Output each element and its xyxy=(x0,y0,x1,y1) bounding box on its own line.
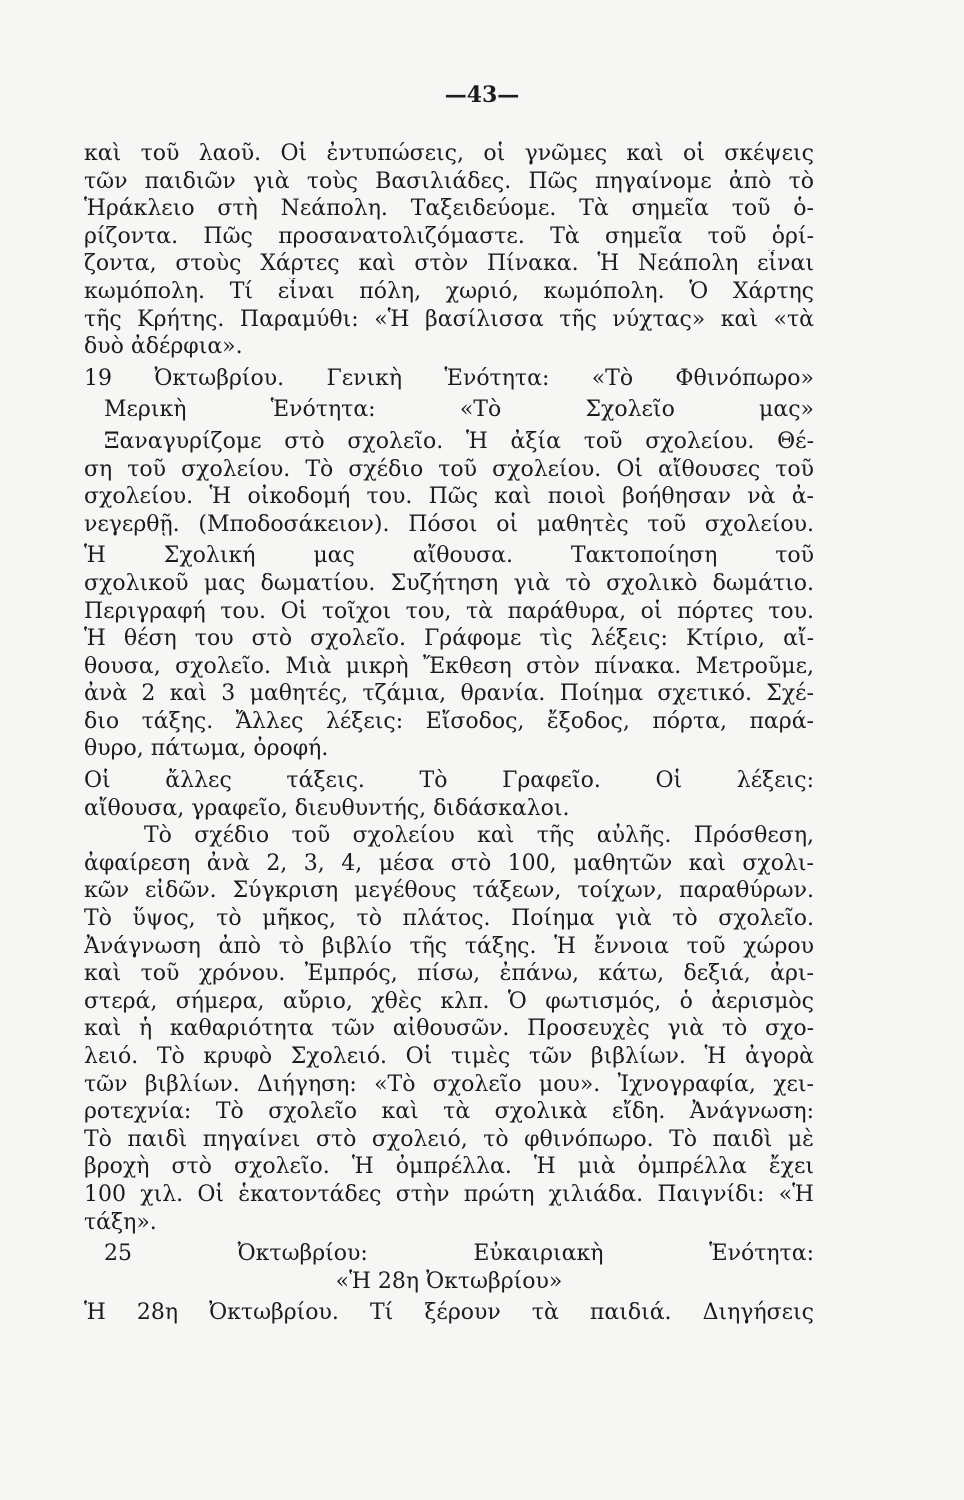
text-line: στερά, σήμερα, αὔριο, χθὲς κλπ. Ὁ φωτισμός, ὁ ἀερισμὸς xyxy=(84,988,814,1014)
text-line: Τὸ ὕψος, τὸ μῆκος, τὸ πλάτος. Ποίημα γιὰ τὸ σχολεῖο. xyxy=(84,906,814,932)
text-line: καὶ τοῦ λαοῦ. Οἱ ἐντυπώσεις, οἱ γνῶμες καὶ οἱ σκέψεις xyxy=(84,141,814,166)
text-line: ζοντα, στοὺς Χάρτες καὶ στὸν Πίνακα. Ἡ Νεάπολη εἶναι xyxy=(84,251,814,277)
text-line: Τὸ παιδὶ πηγαίνει στὸ σχολειό, τὸ φθινόπωρο. Τὸ παιδὶ μὲ xyxy=(84,1126,814,1152)
text-line: 100 χιλ. Οἱ ἑκατοντάδες στὴν πρώτη χιλιάδα. Παιγνίδι: «Ἡ xyxy=(84,1181,814,1207)
text-line: ροτεχνία: Τὸ σχολεῖο καὶ τὰ σχολικὰ εἴδη. Ἀνάγνωση: xyxy=(84,1099,814,1125)
text-line: σχολείου. Ἡ οἰκοδομή του. Πῶς καὶ ποιοὶ βοήθησαν νὰ ἀ- xyxy=(84,484,814,510)
text-line: ἀφαίρεση ἀνὰ 2, 3, 4, μέσα στὸ 100, μαθητῶν καὶ σχολι- xyxy=(84,850,814,876)
text-line: ἀνὰ 2 καὶ 3 μαθητές, τζάμια, θρανία. Ποίημα σχετικό. Σχέ- xyxy=(84,681,814,707)
paragraph-heading: Ἡ Σχολική μας αἴθουσα. Τακτοποίηση τοῦ xyxy=(84,543,814,569)
text-line: καὶ ἡ καθαριότητα τῶν αἰθουσῶν. Προσευχὲς γιὰ τὸ σχο- xyxy=(84,1016,814,1042)
text-line: τῆς Κρήτης. Παραμύθι: «Ἡ βασίλισσα τῆς νύχτας» καὶ «τὰ xyxy=(84,306,814,332)
text-line: τῶν παιδιῶν γιὰ τοὺς Βασιλιάδες. Πῶς πηγαίνομε ἀπὸ τὸ xyxy=(84,168,814,194)
text-line: ρίζοντα. Πῶς προσανατολιζόμαστε. Τὰ σημεῖα τοῦ ὁρί- xyxy=(84,223,814,249)
text-line: διο τάξης. Ἄλλες λέξεις: Εἴσοδος, ἔξοδος, πόρτα, παρά- xyxy=(84,708,814,734)
text-line: Περιγραφή του. Οἱ τοῖχοι του, τὰ παράθυρα, οἱ πόρτες του. xyxy=(84,598,814,624)
text-line: κῶν εἰδῶν. Σύγκριση μεγέθους τάξεων, τοίχων, παραθύρων. xyxy=(84,878,814,904)
text-line: θουσα, σχολεῖο. Μιὰ μικρὴ Ἔκθεση στὸν πίνακα. Μετροῦμε, xyxy=(84,653,814,679)
text-line: νεγερθῇ. (Μποδοσάκειον). Πόσοι οἱ μαθητὲς τοῦ σχολείου. xyxy=(84,511,814,537)
section-heading-date: 19 Ὀκτωβρίου. Γενικὴ Ἑνότητα: «Τὸ Φθινόπωρο» xyxy=(84,365,814,391)
text-line: Ἡ 28η Ὀκτωβρίου. Τί ξέρουν τὰ παιδιά. Διηγήσεις xyxy=(84,1300,814,1326)
text-line: τάξη». xyxy=(84,1209,157,1235)
text-line: Τὸ σχέδιο τοῦ σχολείου καὶ τῆς αὐλῆς. Πρόσθεση, xyxy=(144,823,814,849)
text-line: Ἡράκλειο στὴ Νεάπολη. Ταξειδεύομε. Τὰ σημεῖα τοῦ ὁ- xyxy=(84,196,814,222)
subsection-heading: Μερικὴ Ἑνότητα: «Τὸ Σχολεῖο μας» xyxy=(104,397,814,423)
text-line: αἴθουσα, γραφεῖο, διευθυντής, διδάσκαλοι. xyxy=(84,795,570,821)
text-line: Ξαναγυρίζομε στὸ σχολεῖο. Ἡ ἀξία τοῦ σχολείου. Θέ- xyxy=(104,428,814,454)
text-line: δυὸ ἀδέρφια». xyxy=(84,334,243,360)
text-line: σχολικοῦ μας δωματίου. Συζήτηση γιὰ τὸ σχολικὸ δωμάτιο. xyxy=(84,570,814,596)
section-heading-title: «Ἡ 28η Ὀκτωβρίου» xyxy=(335,1268,563,1294)
paragraph-heading: Οἱ ἄλλες τάξεις. Τὸ Γραφεῖο. Οἱ λέξεις: xyxy=(84,768,814,794)
text-line: καὶ τοῦ χρόνου. Ἐμπρός, πίσω, ἐπάνω, κάτω, δεξιά, ἀρι- xyxy=(84,961,814,987)
text-line: λειό. Τὸ κρυφὸ Σχολειό. Οἱ τιμὲς τῶν βιβλίων. Ἡ ἀγορὰ xyxy=(84,1044,814,1069)
body-text xyxy=(84,140,814,1327)
section-heading-date: 25 Ὀκτωβρίου: Εὐκαιριακὴ Ἑνότητα: xyxy=(104,1241,814,1267)
text-line: κωμόπολη. Τί εἶναι πόλη, χωριό, κωμόπολη. Ὁ Χάρτης xyxy=(84,278,814,304)
page-number: —43— xyxy=(444,82,520,108)
text-line: Ἡ θέση του στὸ σχολεῖο. Γράφομε τὶς λέξεις: Κτίριο, αἴ- xyxy=(84,626,814,652)
text-line: Ἀνάγνωση ἀπὸ τὸ βιβλίο τῆς τάξης. Ἡ ἔννοια τοῦ χώρου xyxy=(84,933,814,959)
text-line: ση τοῦ σχολείου. Τὸ σχέδιο τοῦ σχολείου. Οἱ αἴθουσες τοῦ xyxy=(84,456,814,482)
text-line: θυρο, πάτωμα, ὀροφή. xyxy=(84,736,329,762)
text-line: βροχὴ στὸ σχολεῖο. Ἡ ὀμπρέλλα. Ἡ μιὰ ὀμπρέλλα ἔχει xyxy=(84,1154,814,1180)
text-line: τῶν βιβλίων. Διήγηση: «Τὸ σχολεῖο μου». Ἰχνογραφία, χει- xyxy=(84,1071,814,1097)
